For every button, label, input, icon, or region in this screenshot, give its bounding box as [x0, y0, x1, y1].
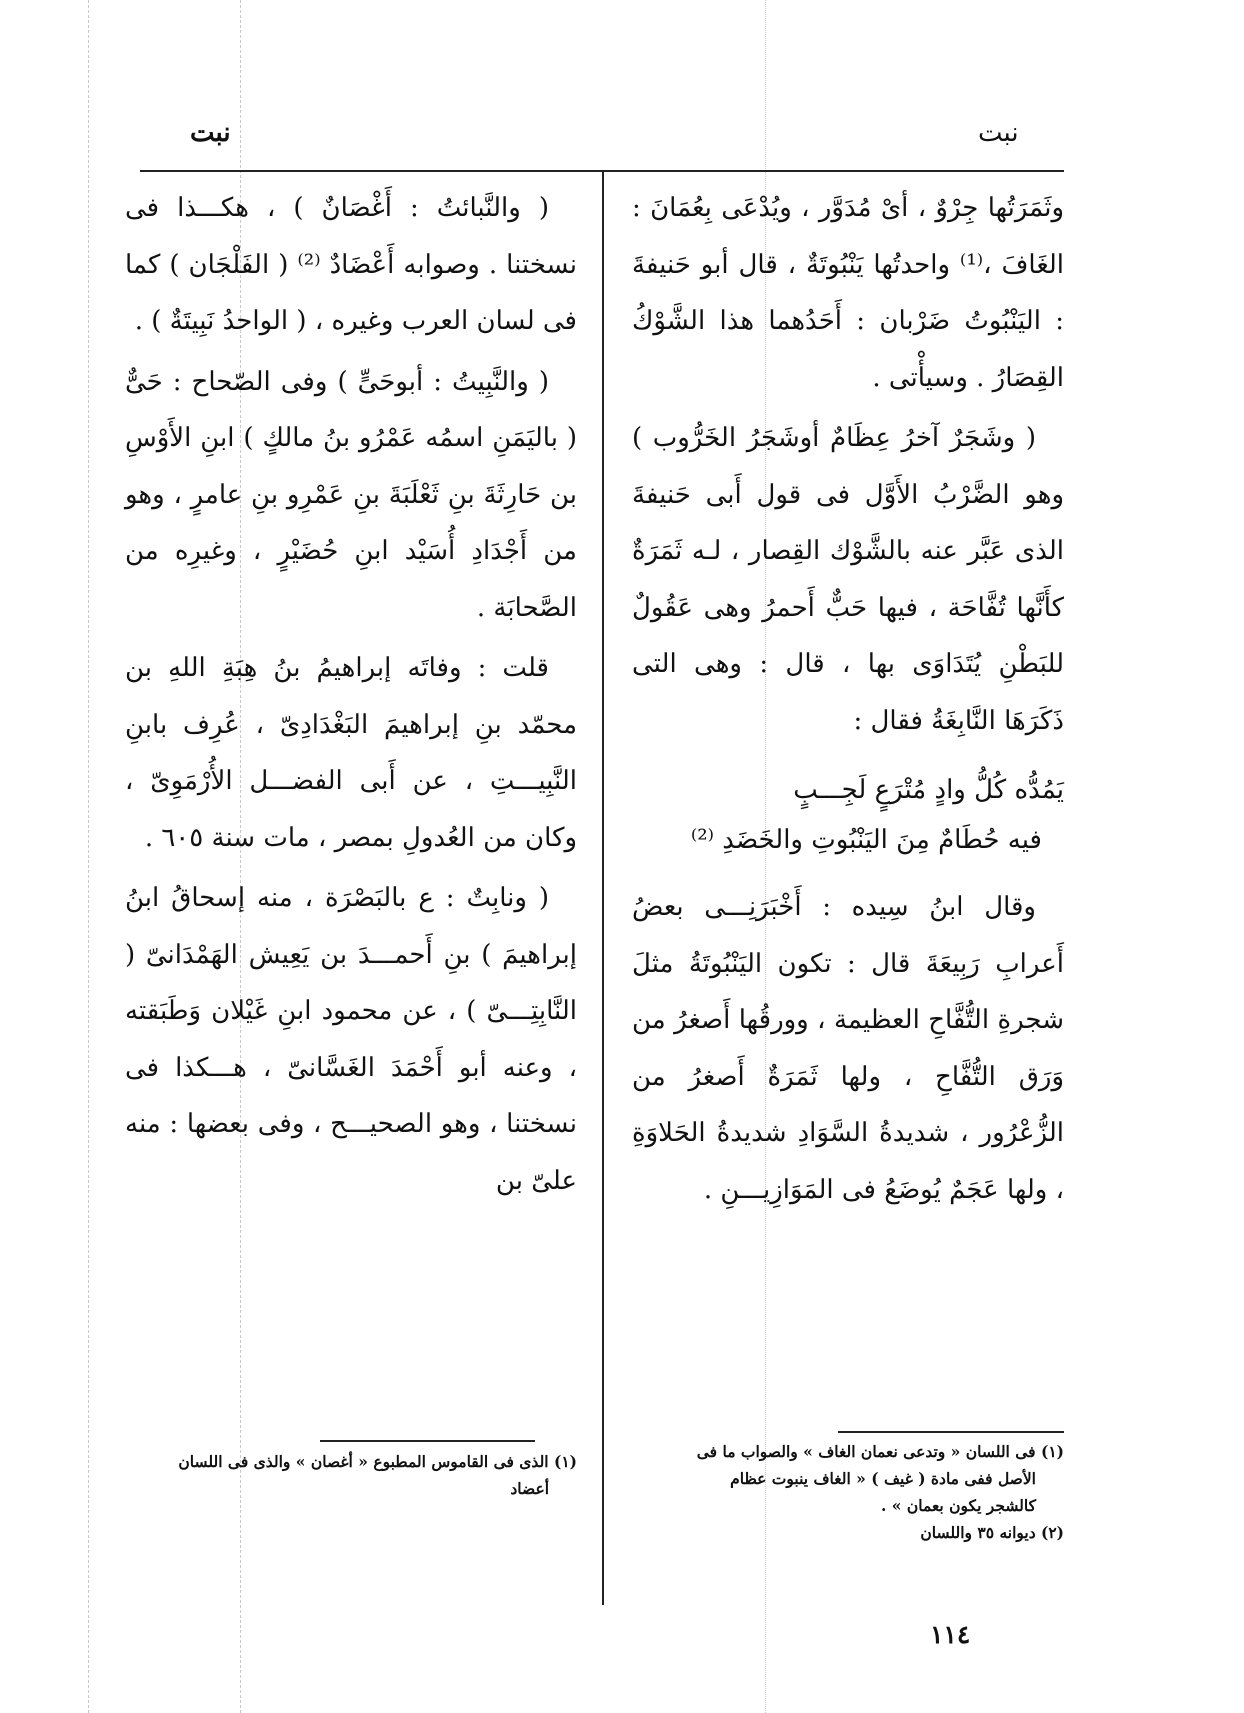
paragraph: ( والنَّبائتُ : أَغْصَانٌ ) ، هكـــذا فى نسختنا . وصوابه أَعْضَادٌ ⁽²⁾ ( الفَلْجَان ) كما فى لسان العرب وغيره ، ( الواحدُ نَبِيتَةٌ ) . [125, 193, 577, 336]
right-column [632, 180, 1064, 1222]
footnote-line: أعضاد [510, 1479, 549, 1498]
paragraph: ( ونابِتٌ : ع بالبَصْرَة ، منه إسحاقُ ابنُ إبراهيمَ ) بنِ أَحمـــدَ بن يَعِيش الهَمْدَانىّ ( النَّابِتِـــىّ ) ، عن محمود ابنِ غَيْلان وَطَبَقته ، وعنه أبو أَحْمَدَ الغَسَّانىّ ، هـــكذا فى نسختنا ، وهو الصحيـــح ، وفى بعضها : منه علىّ بن [125, 883, 577, 1196]
paragraph: قلت : وفاتَه إبراهيمُ بنُ هِبَةِ اللهِ بن محمّد بنِ إبراهيمَ البَغْدَادِىّ ، عُرِف بابنِ النَّبِيـــتِ ، عن أَبى الفضـــل الأُرْمَوِىّ ، وكان من العُدولِ بمصر ، مات سنة ٦٠٥ . [125, 653, 577, 853]
footnote-line: (١) فى اللسان « وتدعى نعمان الغاف » والصواب ما فى [696, 1442, 1064, 1461]
right-headword: نبت [978, 118, 1019, 148]
poem-hemistich-2: فيه حُطَامٌ مِنَ اليَنْبُوتِ والخَضَدِ ⁽²⁾ [690, 825, 1042, 855]
footnote-line: (٢) ديوانه ٣٥ واللسان [920, 1523, 1064, 1542]
left-headword: نبت [190, 118, 231, 148]
page-number: ١١٤ [930, 1620, 971, 1649]
footnote-line: الأصل ففى مادة ( غيف ) « الغاف ينبوت عظام [730, 1469, 1036, 1488]
footnote-rule [838, 1431, 1064, 1433]
paragraph: ( وشَجَرٌ آخرُ عِظَامٌ أوشَجَرُ الخَرُّوب ) وهو الضَّرْبُ الأَوَّل فى قول أَبى حَنيفةَ الذى عَبَّر عنه بالشَّوْك القِصار ، لـه ثَمَرَةٌ كأَنَّها تُفَّاحَة ، فيها حَبٌّ أَحمرُ وهى عَقُولٌ للبَطْنِ يُتَدَاوَى بها ، قال : وهى التى ذَكَرَهَا النَّابِغَةُ فقال : [632, 423, 1064, 736]
footnote-line: كالشجر يكون بعمان » . [881, 1496, 1036, 1515]
right-footnotes [632, 1438, 1064, 1546]
left-footnotes [125, 1448, 577, 1502]
scan-artifact-line [88, 0, 89, 1713]
left-column [125, 180, 577, 1213]
paragraph: وثَمَرَتُها جِرْوٌ ، أىْ مُدَوَّر ، ويُدْعَى بِعُمَانَ : الغَافَ ،⁽¹⁾ واحدتُها يَنْبُوتَةٌ ، قال أبو حَنيفةَ : اليَنْبُوتُ ضَرْبان : أَحَدُهما هذا الشَّوْكُ القِصَارُ . وسيأْتى . [632, 193, 1065, 393]
column-divider [602, 172, 604, 1605]
footnote-line: (١) الذى فى القاموس المطبوع « أغصان » والذى فى اللسان [178, 1452, 577, 1471]
poem-verse [632, 765, 1064, 865]
footnote-rule [320, 1440, 535, 1442]
paragraph: ( والنَّبِيتُ : أبوحَىٍّ ) وفى الصّحاح : حَىٌّ ( باليَمَنِ اسمُه عَمْرُو بنُ مالكٍ ) ابنِ الأَوْسِ بن حَارِثَةَ بنِ ثَعْلَبَةَ بنِ عَمْرِو بنِ عامرٍ ، وهو من أَجْدَادِ أُسَيْد ابنِ حُضَيْرٍ ، وغيرِه من الصَّحابَة . [125, 366, 577, 623]
poem-hemistich-1: يَمُدُّه كُلُّ وادٍ مُتْرَعٍ لَجِـــبٍ [793, 775, 1064, 805]
paragraph: وقال ابنُ سِيده : أَخْبَرَنِـــى بعضُ أَعرابِ رَبِيعَةَ قال : تكون اليَنْبُوتَةُ مثلَ شجرةِ التُّفَّاحِ العظيمة ، وورقُها أَصغرُ من وَرَق التُّفَّاحِ ، ولها ثَمَرَةٌ أَصغرُ من الزُّعْرُور ، شديدةُ السَّوَادِ شديدةُ الحَلاوَةِ ، ولها عَجَمٌ يُوضَعُ فى المَوَازِيـــنِ . [632, 892, 1064, 1205]
